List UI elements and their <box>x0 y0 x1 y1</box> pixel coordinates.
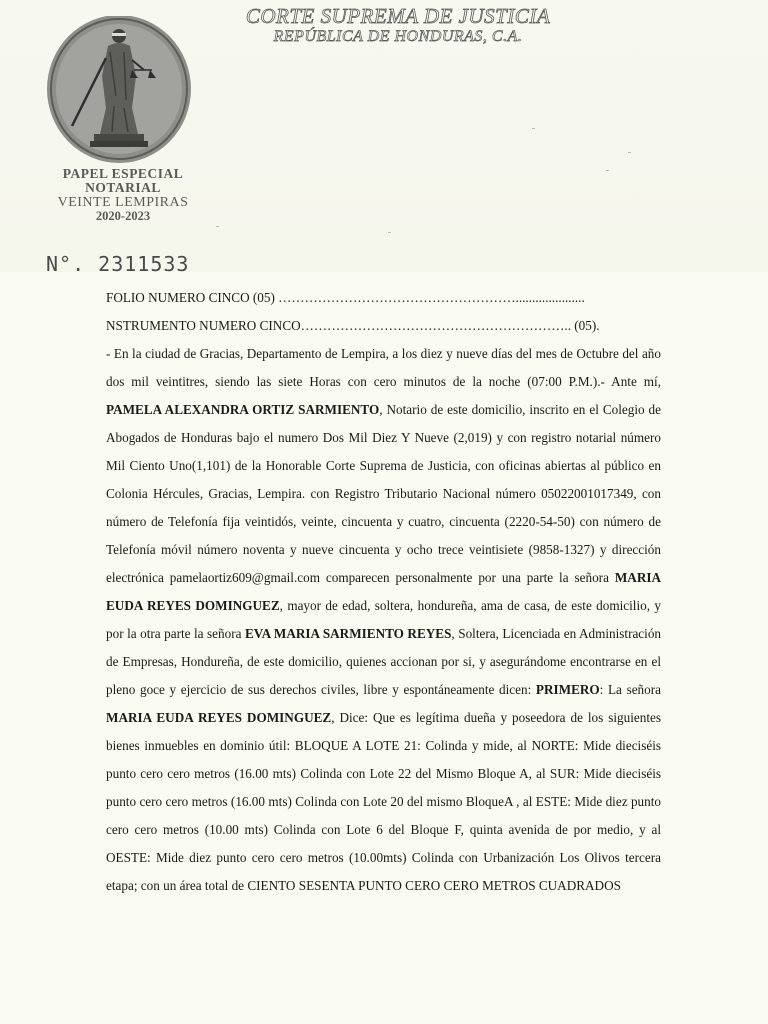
notarial-document-body <box>106 284 661 900</box>
paper-speck <box>532 128 535 129</box>
paper-value: VEINTE LEMPIRAS <box>57 195 189 210</box>
paper-denomination <box>34 167 212 223</box>
party-name: MARIA EUDA REYES DOMINGUEZ <box>106 570 661 613</box>
court-title: CORTE SUPREMA DE JUSTICIA <box>245 4 551 28</box>
text-segment: , mayor de edad, soltera, hondureña, ama de casa, de este domicilio, y por la otra parte la señora <box>106 598 661 641</box>
serial-number: N°. 2311533 <box>46 252 190 276</box>
notary-name: PAMELA ALEXANDRA ORTIZ SARMIENTO <box>106 402 380 417</box>
text-segment: , Notario de este domicilio, inscrito en el Colegio de Abogados de Honduras bajo el numero Dos Mil Diez Y Nueve (2,019) y con registro notarial número Mil Ciento Uno(1,101) de la Honorable Corte Suprema de Justicia, con oficinas abiertas al público en Colonia Hércules, Gracias, Lempira. con Registro Tributario Nacional número 05022001017349, con número de Telefonía fija veintidós, veinte, cincuenta y cuatro, cincuenta (2220-54-50) con número de Telefonía móvil número noventa y nueve cincuenta y ocho trece veintisiete (9858-1327) y dirección electrónica pamelaortiz609@gmail.com comparecen personalmente por una parte la señora <box>106 402 661 585</box>
paper-validity-years: 2020-2023 <box>95 209 151 223</box>
justice-seal-icon <box>46 16 196 166</box>
paper-type-line2: NOTARIAL <box>85 180 161 195</box>
instrument-line: NSTRUMENTO NUMERO CINCO…………………………………………………….. (05). <box>106 318 600 333</box>
party-name: MARIA EUDA REYES DOMINGUEZ <box>106 710 332 725</box>
country-subtitle: REPÚBLICA DE HONDURAS, C.A. <box>273 28 523 45</box>
paper-speck <box>606 170 609 171</box>
clause-heading: PRIMERO <box>535 682 600 697</box>
paper-speck <box>388 232 391 233</box>
paper-type-line1: PAPEL ESPECIAL <box>62 166 184 181</box>
text-segment: , Dice: Que es legítima dueña y poseedora de los siguientes bienes inmuebles en dominio útil: BLOQUE A LOTE 21: Colinda y mide, al NORTE: Mide dieciséis punto cero cero metros (16.00 mts) Colinda con Lote 22 del Mismo Bloque A, al SUR: Mide dieciséis punto cero cero metros (16.00 mts) Colinda con Lote 20 del mismo BloqueA , al ESTE: Mide diez punto cero cero metros (10.00 mts) Colinda con Lote 6 del Bloque F, quinta avenida de por medio, y al OESTE: Mide diez punto cero cero metros (10.00mts) Colinda con Urbanización Los Olivos tercera etapa; con un área total de CIENTO SESENTA PUNTO CERO CERO METROS CUADRADOS <box>106 710 661 893</box>
text-segment: - En la ciudad de Gracias, Departamento de Lempira, a los diez y nueve días del mes de Octubre del año dos mil veintitres, siendo las siete Horas con cero minutos de la noche (07:00 P.M.).- Ante mí, <box>106 346 661 389</box>
paper-speck <box>216 226 219 227</box>
text-segment: : La señora <box>599 682 661 697</box>
paper-speck <box>628 152 631 153</box>
document-paragraph <box>106 340 661 900</box>
text-segment: , Soltera, Licenciada en Administración de Empresas, Hondureña, de este domicilio, quienes accionan por si, y asegurándome encontrarse en el pleno goce y ejercicio de sus derechos civiles, libre y espontáneamente dicen: <box>106 626 662 697</box>
party-name: EVA MARIA SARMIENTO REYES <box>244 626 452 641</box>
folio-line: FOLIO NUMERO CINCO (05) ………………………………………………..................... <box>106 290 585 305</box>
